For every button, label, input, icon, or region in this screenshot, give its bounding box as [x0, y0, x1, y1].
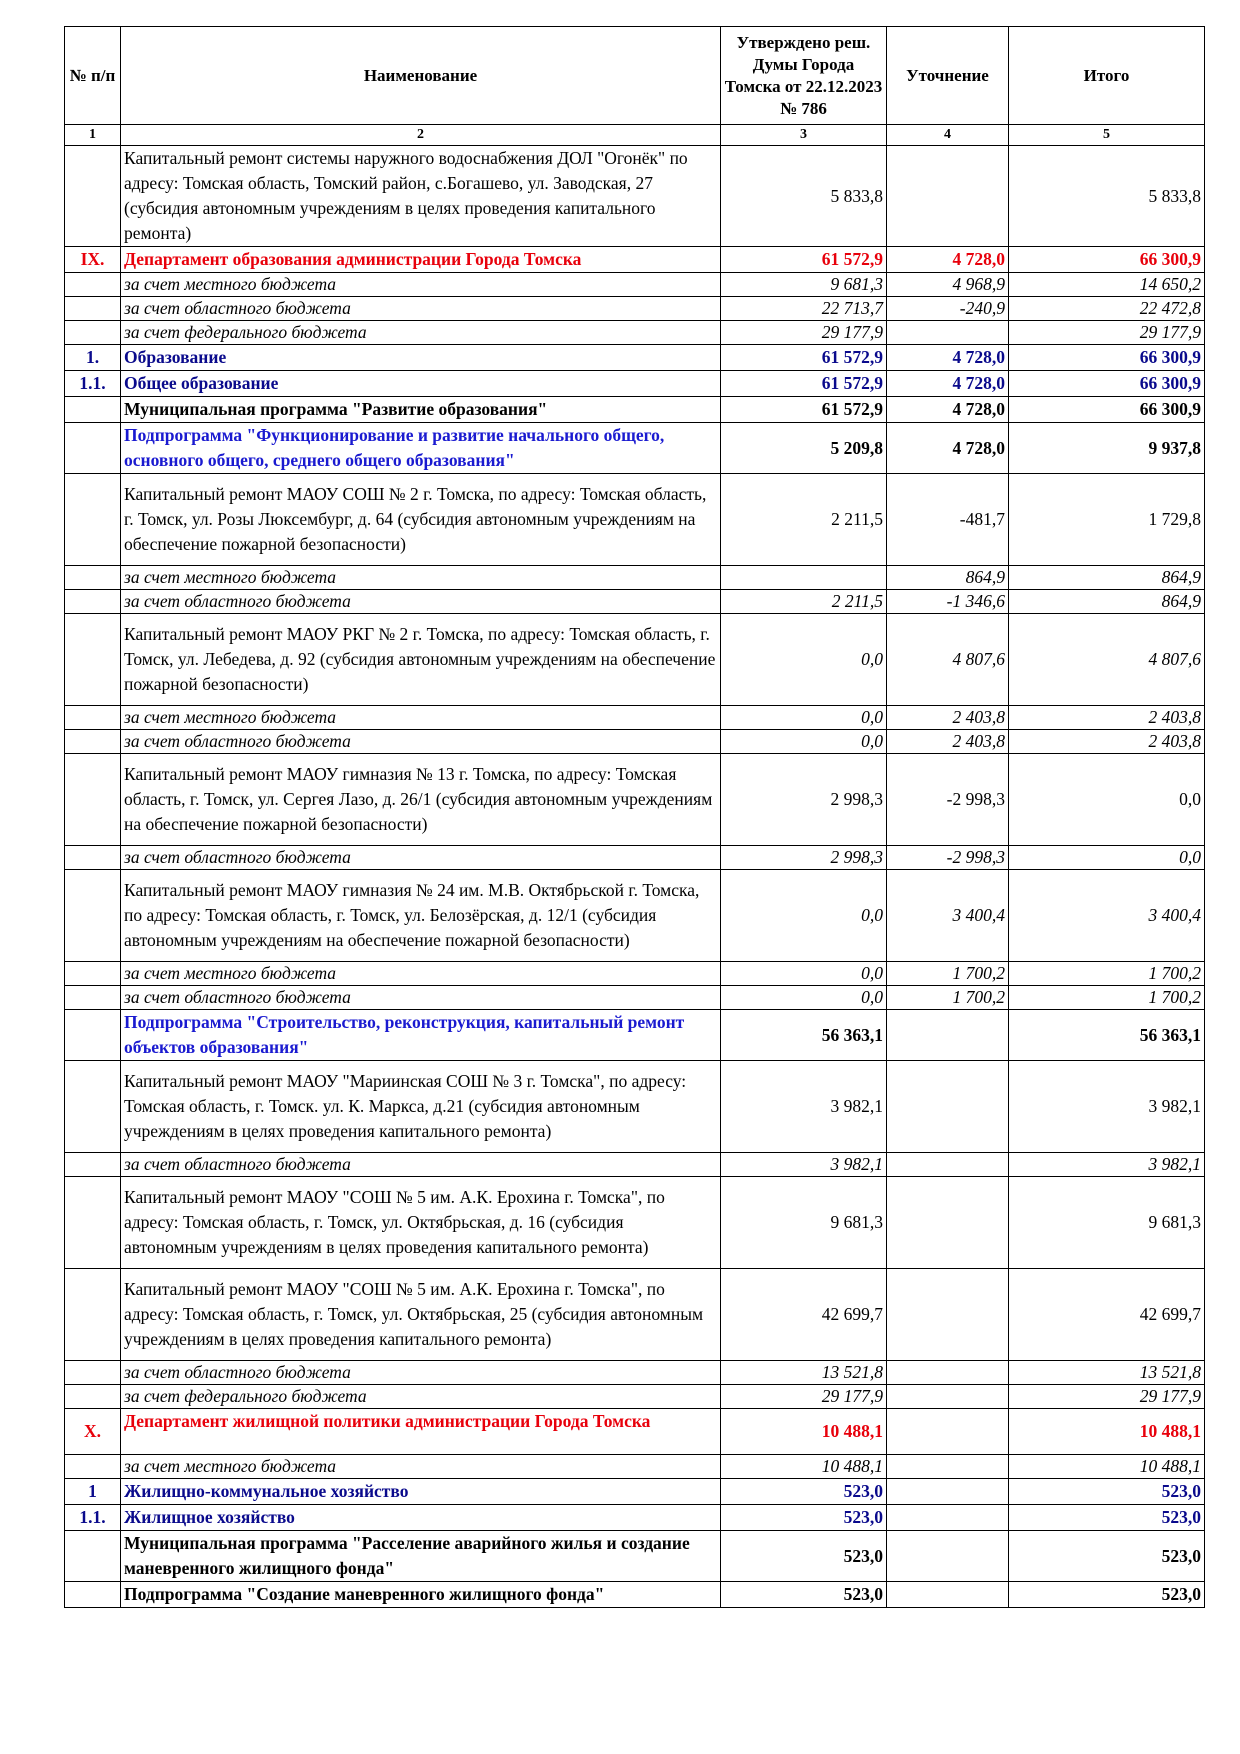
table-row: [65, 590, 1205, 614]
row-name: Образование: [121, 345, 721, 371]
row-change: [887, 1177, 1009, 1269]
row-approved: 5 833,8: [721, 146, 887, 247]
table-row: [65, 846, 1205, 870]
row-total: 29 177,9: [1009, 321, 1205, 345]
table-row: [65, 730, 1205, 754]
row-total: 864,9: [1009, 590, 1205, 614]
row-name: Общее образование: [121, 371, 721, 397]
row-change: [887, 1061, 1009, 1153]
table-row: [65, 146, 1205, 247]
row-num: IX.: [65, 247, 121, 273]
col-number: 5: [1009, 125, 1205, 146]
row-num: [65, 962, 121, 986]
row-total: 66 300,9: [1009, 371, 1205, 397]
row-num: [65, 1455, 121, 1479]
row-total: 29 177,9: [1009, 1385, 1205, 1409]
row-name: Капитальный ремонт системы наружного водоснабжения ДОЛ "Огонёк" по адресу: Томская область, Томский район, с.Богашево, ул. Заводская, 27 (субсидия автономным учреждениям в целях проведения капитального ремонта): [121, 146, 721, 247]
table-row: [65, 423, 1205, 474]
table-row: [65, 1385, 1205, 1409]
row-num: [65, 846, 121, 870]
row-approved: 5 209,8: [721, 423, 887, 474]
row-change: [887, 1582, 1009, 1608]
row-num: [65, 273, 121, 297]
row-approved: 42 699,7: [721, 1269, 887, 1361]
row-name: Капитальный ремонт МАОУ гимназия № 13 г. Томска, по адресу: Томская область, г. Томск, ул. Сергея Лазо, д. 26/1 (субсидия автономным учреждениям на обеспечение пожарной безопасности): [121, 754, 721, 846]
header-total: Итого: [1009, 27, 1205, 125]
row-num: [65, 1010, 121, 1061]
row-num: [65, 706, 121, 730]
row-change: [887, 321, 1009, 345]
row-total: 523,0: [1009, 1531, 1205, 1582]
row-num: [65, 146, 121, 247]
row-change: 1 700,2: [887, 962, 1009, 986]
row-total: 3 982,1: [1009, 1061, 1205, 1153]
row-change: -2 998,3: [887, 846, 1009, 870]
row-change: -2 998,3: [887, 754, 1009, 846]
row-num: 1.1.: [65, 1505, 121, 1531]
row-total: 9 681,3: [1009, 1177, 1205, 1269]
row-total: 4 807,6: [1009, 614, 1205, 706]
row-change: [887, 1010, 1009, 1061]
row-change: [887, 146, 1009, 247]
row-total: 14 650,2: [1009, 273, 1205, 297]
row-name: Департамент жилищной политики администрации Города Томска: [121, 1409, 721, 1455]
row-change: [887, 1361, 1009, 1385]
row-name: за счет местного бюджета: [121, 962, 721, 986]
row-total: 10 488,1: [1009, 1409, 1205, 1455]
row-change: [887, 1505, 1009, 1531]
row-total: 1 700,2: [1009, 962, 1205, 986]
row-change: -1 346,6: [887, 590, 1009, 614]
row-num: [65, 730, 121, 754]
row-change: 4 728,0: [887, 345, 1009, 371]
row-approved: 10 488,1: [721, 1455, 887, 1479]
table-row: [65, 614, 1205, 706]
row-name: Капитальный ремонт МАОУ РКГ № 2 г. Томска, по адресу: Томская область, г. Томск, ул. Лебедева, д. 92 (субсидия автономным учреждениям на обеспечение пожарной безопасности): [121, 614, 721, 706]
row-name: за счет областного бюджета: [121, 1361, 721, 1385]
row-num: 1.: [65, 345, 121, 371]
row-num: [65, 397, 121, 423]
row-name: Капитальный ремонт МАОУ СОШ № 2 г. Томска, по адресу: Томская область, г. Томск, ул. Розы Люксембург, д. 64 (субсидия автономным учреждениям на обеспечение пожарной безопасности): [121, 474, 721, 566]
row-approved: 61 572,9: [721, 397, 887, 423]
row-change: 4 728,0: [887, 371, 1009, 397]
row-total: 2 403,8: [1009, 730, 1205, 754]
row-approved: 2 998,3: [721, 846, 887, 870]
row-approved: 0,0: [721, 614, 887, 706]
row-total: 66 300,9: [1009, 247, 1205, 273]
row-num: [65, 423, 121, 474]
row-name: за счет областного бюджета: [121, 730, 721, 754]
row-approved: 2 211,5: [721, 590, 887, 614]
row-num: [65, 297, 121, 321]
row-approved: 523,0: [721, 1531, 887, 1582]
table-row: [65, 297, 1205, 321]
row-num: [65, 986, 121, 1010]
row-approved: 9 681,3: [721, 273, 887, 297]
table-row: [65, 1269, 1205, 1361]
row-total: 3 400,4: [1009, 870, 1205, 962]
row-name: за счет областного бюджета: [121, 986, 721, 1010]
row-num: [65, 614, 121, 706]
row-change: [887, 1409, 1009, 1455]
row-num: 1: [65, 1479, 121, 1505]
row-change: -481,7: [887, 474, 1009, 566]
table-row: [65, 1010, 1205, 1061]
table-row: [65, 1153, 1205, 1177]
table-row: [65, 870, 1205, 962]
table-row: [65, 1505, 1205, 1531]
row-change: 1 700,2: [887, 986, 1009, 1010]
row-change: 4 728,0: [887, 423, 1009, 474]
table-row: [65, 986, 1205, 1010]
row-total: 0,0: [1009, 754, 1205, 846]
row-total: 22 472,8: [1009, 297, 1205, 321]
row-change: [887, 1385, 1009, 1409]
row-num: [65, 1582, 121, 1608]
row-approved: 523,0: [721, 1479, 887, 1505]
table-row: [65, 754, 1205, 846]
row-num: [65, 1153, 121, 1177]
row-approved: 29 177,9: [721, 1385, 887, 1409]
table-row: [65, 397, 1205, 423]
row-name: за счет областного бюджета: [121, 297, 721, 321]
row-approved: 3 982,1: [721, 1153, 887, 1177]
row-approved: 0,0: [721, 706, 887, 730]
row-name: Муниципальная программа "Расселение аварийного жилья и создание маневренного жилищного фонда": [121, 1531, 721, 1582]
row-approved: 2 998,3: [721, 754, 887, 846]
row-change: [887, 1269, 1009, 1361]
table-row: [65, 273, 1205, 297]
row-name: Жилищное хозяйство: [121, 1505, 721, 1531]
row-name: Жилищно-коммунальное хозяйство: [121, 1479, 721, 1505]
row-name: за счет местного бюджета: [121, 706, 721, 730]
row-change: 2 403,8: [887, 706, 1009, 730]
row-approved: 22 713,7: [721, 297, 887, 321]
row-num: 1.1.: [65, 371, 121, 397]
table-row: [65, 1531, 1205, 1582]
row-change: 4 968,9: [887, 273, 1009, 297]
row-name: за счет местного бюджета: [121, 273, 721, 297]
row-total: 0,0: [1009, 846, 1205, 870]
row-approved: 0,0: [721, 730, 887, 754]
row-approved: 10 488,1: [721, 1409, 887, 1455]
row-num: [65, 1531, 121, 1582]
row-total: 42 699,7: [1009, 1269, 1205, 1361]
table-body: [65, 146, 1205, 1608]
row-name: Подпрограмма "Создание маневренного жилищного фонда": [121, 1582, 721, 1608]
row-num: [65, 1061, 121, 1153]
row-total: 1 700,2: [1009, 986, 1205, 1010]
row-change: 4 807,6: [887, 614, 1009, 706]
row-name: Капитальный ремонт МАОУ "СОШ № 5 им. А.К. Ерохина г. Томска", по адресу: Томская область, г. Томск, ул. Октябрьская, 25 (субсидия автономным учреждениям в целях проведения капитального ремонта): [121, 1269, 721, 1361]
table-row: [65, 247, 1205, 273]
table-row: [65, 1061, 1205, 1153]
row-name: Муниципальная программа "Развитие образования": [121, 397, 721, 423]
row-name: Департамент образования администрации Города Томска: [121, 247, 721, 273]
row-total: 1 729,8: [1009, 474, 1205, 566]
row-total: 3 982,1: [1009, 1153, 1205, 1177]
row-approved: 61 572,9: [721, 345, 887, 371]
row-num: [65, 1177, 121, 1269]
header-name: Наименование: [121, 27, 721, 125]
row-approved: 523,0: [721, 1582, 887, 1608]
row-total: 5 833,8: [1009, 146, 1205, 247]
row-name: за счет областного бюджета: [121, 590, 721, 614]
row-change: [887, 1531, 1009, 1582]
row-approved: 61 572,9: [721, 247, 887, 273]
row-change: 864,9: [887, 566, 1009, 590]
row-name: за счет федерального бюджета: [121, 1385, 721, 1409]
row-approved: [721, 566, 887, 590]
row-total: 523,0: [1009, 1505, 1205, 1531]
row-change: [887, 1455, 1009, 1479]
table-row: [65, 474, 1205, 566]
row-total: 523,0: [1009, 1479, 1205, 1505]
row-approved: 56 363,1: [721, 1010, 887, 1061]
row-name: за счет местного бюджета: [121, 566, 721, 590]
row-name: Подпрограмма "Строительство, реконструкция, капитальный ремонт объектов образования": [121, 1010, 721, 1061]
table-row: [65, 1361, 1205, 1385]
row-num: [65, 474, 121, 566]
row-change: 3 400,4: [887, 870, 1009, 962]
row-name: Капитальный ремонт МАОУ "СОШ № 5 им. А.К. Ерохина г. Томска", по адресу: Томская область, г. Томск, ул. Октябрьская, д. 16 (субсидия автономным учреждениям в целях проведения капитального ремонта): [121, 1177, 721, 1269]
row-name: Капитальный ремонт МАОУ гимназия № 24 им. М.В. Октябрьской г. Томска, по адресу: Томская область, г. Томск, ул. Белозёрская, д. 12/1 (субсидия автономным учреждениям на обеспечение пожарной безопасности): [121, 870, 721, 962]
row-approved: 3 982,1: [721, 1061, 887, 1153]
row-total: 66 300,9: [1009, 397, 1205, 423]
table-row: [65, 1177, 1205, 1269]
table-row: [65, 1409, 1205, 1455]
table-row: [65, 1455, 1205, 1479]
table-row: [65, 1479, 1205, 1505]
table-row: [65, 962, 1205, 986]
row-name: за счет областного бюджета: [121, 846, 721, 870]
header-change: Уточнение: [887, 27, 1009, 125]
row-total: 9 937,8: [1009, 423, 1205, 474]
table-row: [65, 345, 1205, 371]
col-number: 3: [721, 125, 887, 146]
row-name: за счет местного бюджета: [121, 1455, 721, 1479]
row-total: 66 300,9: [1009, 345, 1205, 371]
row-num: [65, 321, 121, 345]
row-name: Капитальный ремонт МАОУ "Мариинская СОШ № 3 г. Томска", по адресу: Томская область, г. Томск. ул. К. Маркса, д.21 (субсидия автономным учреждениям в целях проведения капитального ремонта): [121, 1061, 721, 1153]
table-row: [65, 1582, 1205, 1608]
row-num: [65, 1385, 121, 1409]
col-number: 1: [65, 125, 121, 146]
table-row: [65, 371, 1205, 397]
row-num: [65, 590, 121, 614]
row-name: Подпрограмма "Функционирование и развитие начального общего, основного общего, среднего общего образования": [121, 423, 721, 474]
row-name: за счет федерального бюджета: [121, 321, 721, 345]
row-num: [65, 754, 121, 846]
row-num: [65, 870, 121, 962]
row-num: [65, 566, 121, 590]
col-number: 4: [887, 125, 1009, 146]
row-total: 13 521,8: [1009, 1361, 1205, 1385]
row-approved: 523,0: [721, 1505, 887, 1531]
row-approved: 0,0: [721, 870, 887, 962]
row-change: -240,9: [887, 297, 1009, 321]
row-approved: 0,0: [721, 986, 887, 1010]
row-total: 56 363,1: [1009, 1010, 1205, 1061]
header-num: № п/п: [65, 27, 121, 125]
budget-table: [64, 26, 1205, 1608]
row-change: [887, 1153, 1009, 1177]
row-approved: 2 211,5: [721, 474, 887, 566]
row-change: 2 403,8: [887, 730, 1009, 754]
row-change: 4 728,0: [887, 397, 1009, 423]
row-change: [887, 1479, 1009, 1505]
row-approved: 29 177,9: [721, 321, 887, 345]
row-change: 4 728,0: [887, 247, 1009, 273]
row-approved: 61 572,9: [721, 371, 887, 397]
row-num: [65, 1269, 121, 1361]
row-approved: 0,0: [721, 962, 887, 986]
table-row: [65, 706, 1205, 730]
row-total: 864,9: [1009, 566, 1205, 590]
row-name: за счет областного бюджета: [121, 1153, 721, 1177]
row-approved: 13 521,8: [721, 1361, 887, 1385]
table-row: [65, 321, 1205, 345]
col-number: 2: [121, 125, 721, 146]
row-approved: 9 681,3: [721, 1177, 887, 1269]
header-approved: Утверждено реш. Думы Города Томска от 22.12.2023 № 786: [721, 27, 887, 125]
table-row: [65, 566, 1205, 590]
row-num: X.: [65, 1409, 121, 1455]
row-total: 523,0: [1009, 1582, 1205, 1608]
row-total: 10 488,1: [1009, 1455, 1205, 1479]
row-total: 2 403,8: [1009, 706, 1205, 730]
column-numbers-row: [65, 125, 1205, 146]
row-num: [65, 1361, 121, 1385]
